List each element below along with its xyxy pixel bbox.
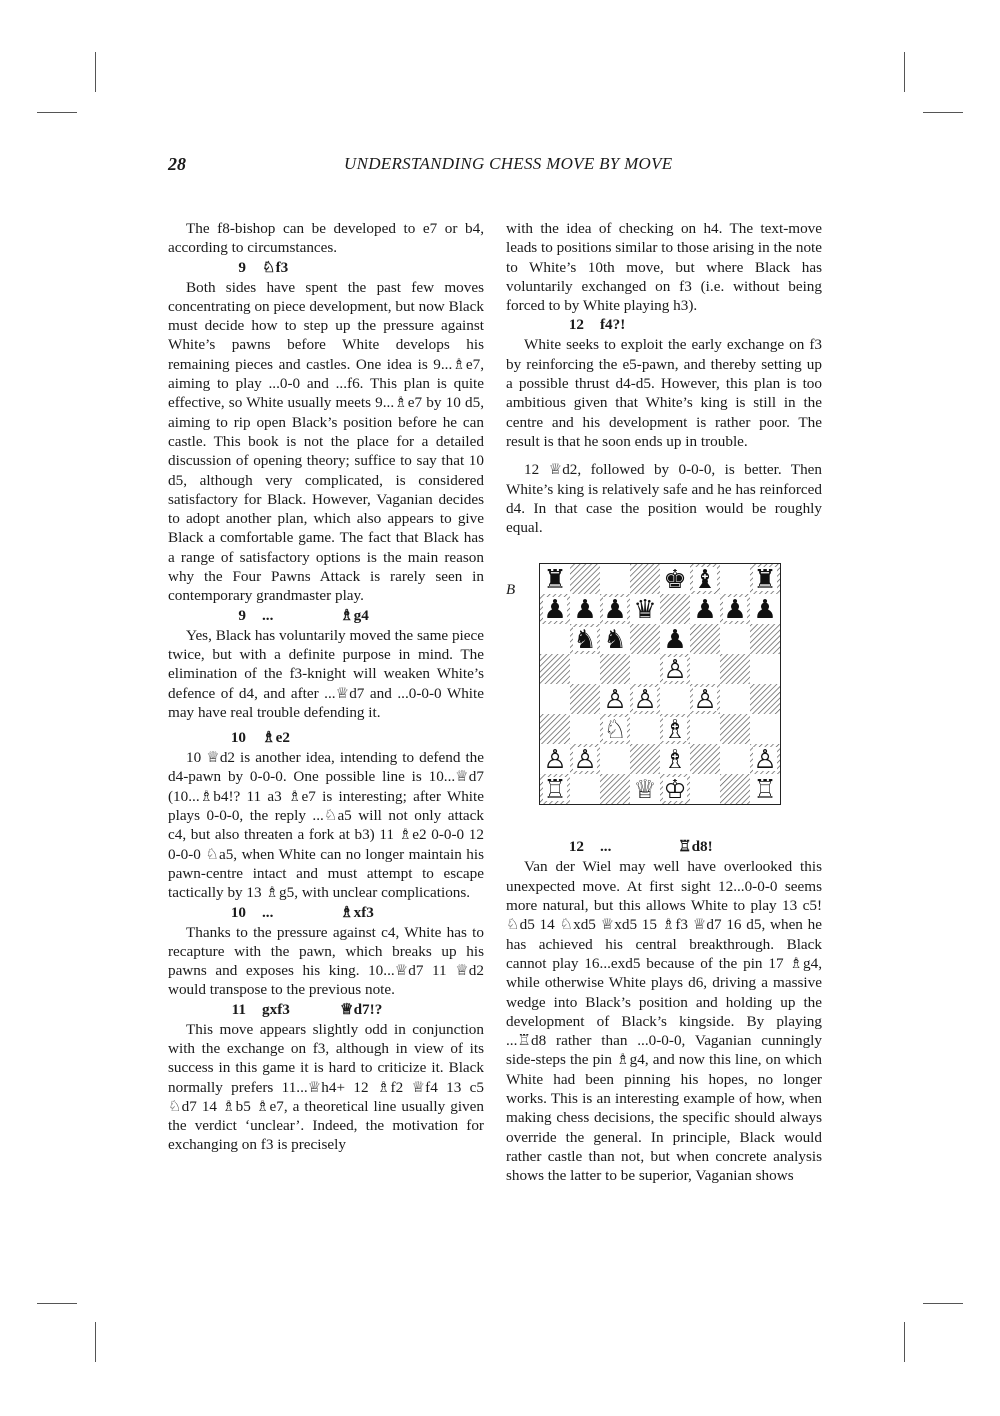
move-line — [168, 1000, 484, 1020]
piece-b7: ♟ — [573, 595, 597, 626]
move-line — [168, 728, 484, 748]
square-c8 — [600, 564, 630, 594]
paragraph: with the idea of checking on h4. The text-move leads to positions similar to those arising in the note to White’s 10th move, but where Black has voluntarily exchanged on f3 (i.e. without being forced to by White playing h3). — [506, 220, 822, 315]
square-c2 — [600, 744, 630, 774]
paragraph: White seeks to exploit the early exchange on f3 by reinforcing the e5-pawn, and thereby setting up a possible thrust d4-d5. However, this plan is too ambitious given that White’s king is still in the centre and his development is rather poor. The result is that he soon ends up in trouble. — [506, 336, 822, 450]
square-c5 — [600, 654, 630, 684]
chess-diagram — [506, 537, 822, 837]
crop-mark — [904, 52, 905, 92]
piece-e3: ♗ — [663, 715, 687, 746]
square-g8 — [720, 564, 750, 594]
piece-a7: ♟ — [543, 595, 567, 626]
running-title: UNDERSTANDING CHESS MOVE BY MOVE — [344, 154, 673, 173]
white-move: ♗e2 — [262, 729, 290, 747]
square-b8 — [570, 564, 600, 594]
move-number: 10 — [230, 729, 246, 747]
paragraph: Yes, Black has voluntarily moved the same piece twice, but with a definite purpose in mind. The elimination of the f3-knight will weaken White’s defence of d4, and after ...♕d7 and ...0-0-0 White may have real trouble defending it. — [168, 626, 484, 721]
piece-f7: ♟ — [693, 595, 717, 626]
piece-d4: ♙ — [633, 685, 657, 716]
square-f3 — [690, 714, 720, 744]
move-number: 12 — [568, 316, 584, 334]
piece-f4: ♙ — [693, 685, 717, 716]
square-d8 — [630, 564, 660, 594]
piece-e8: ♚ — [663, 565, 687, 596]
white-move: ... — [262, 606, 274, 624]
square-b5 — [570, 654, 600, 684]
square-f1 — [690, 774, 720, 804]
square-a4 — [540, 684, 570, 714]
move-line — [168, 606, 484, 626]
piece-c3: ♘ — [603, 715, 627, 746]
paragraph: Van der Wiel may well have overlooked this unexpected move. At first sight 12...0-0-0 seems more natural, but this allows White to play 13 c5! ♘d5 14 ♘xd5 ♕xd5 15 ♗f3 ♕d7 16 d5, when he has achieved his central breakthrough. Black cannot play 16...exd5 because of the pin 17 ♗g4, while otherwise White plays d6, driving a massive wedge into Black’s position and holding up the development of Black’s kingside. By playing ...♖d8 rather than ...0-0-0, Vaganian cunningly side-steps the pin ♗g4, and now this line, on which White had been pinning his hopes, no longer works. This is an interesting example of how, when making chess decisions, the specific should always override the general. In principle, Black would rather castle than not, but when concrete analysis shows the latter to be superior, Vaganian shows — [506, 858, 822, 1185]
move-number: 9 — [238, 606, 246, 624]
white-move: ... — [262, 903, 274, 921]
square-f2 — [690, 744, 720, 774]
square-e4 — [660, 684, 690, 714]
piece-c4: ♙ — [603, 685, 627, 716]
crop-mark — [923, 1303, 963, 1304]
square-d6 — [630, 624, 660, 654]
chess-board — [539, 563, 781, 805]
side-to-move: B — [506, 582, 516, 599]
piece-h2: ♙ — [753, 745, 777, 776]
paragraph: The f8-bishop can be developed to e7 or b4, according to circumstances. — [168, 220, 484, 257]
move-number: 12 — [568, 838, 584, 856]
square-a6 — [540, 624, 570, 654]
white-move: gxf3 — [262, 1000, 290, 1018]
move-line — [168, 258, 484, 278]
square-f6 — [690, 624, 720, 654]
move-number: 9 — [238, 258, 246, 276]
square-a3 — [540, 714, 570, 744]
chess-board-svg — [540, 564, 780, 804]
black-move: ♗g4 — [340, 606, 369, 624]
black-move: ♗xf3 — [340, 903, 374, 921]
square-d5 — [630, 654, 660, 684]
black-move: ♕d7!? — [340, 1000, 383, 1018]
square-h4 — [750, 684, 780, 714]
page-number: 28 — [168, 154, 186, 174]
square-h3 — [750, 714, 780, 744]
piece-a1: ♖ — [543, 775, 567, 805]
square-g1 — [720, 774, 750, 804]
square-d2 — [630, 744, 660, 774]
square-g4 — [720, 684, 750, 714]
square-g6 — [720, 624, 750, 654]
square-b3 — [570, 714, 600, 744]
paragraph: Thanks to the pressure against c4, White has to recapture with the pawn, which breaks up his pawns and exposes his king. 10...♕d7 11 ♕d2 would transpose to the previous note. — [168, 923, 484, 999]
square-g5 — [720, 654, 750, 684]
white-move: ... — [600, 838, 612, 856]
page-header — [168, 154, 822, 178]
piece-g7: ♟ — [723, 595, 747, 626]
piece-c6: ♞ — [603, 625, 627, 656]
piece-e6: ♟ — [663, 625, 687, 656]
crop-mark — [37, 1303, 77, 1304]
piece-d1: ♕ — [633, 775, 657, 805]
piece-b6: ♞ — [573, 625, 597, 656]
piece-e5: ♙ — [663, 655, 687, 686]
move-line — [506, 837, 822, 857]
square-h6 — [750, 624, 780, 654]
piece-h1: ♖ — [753, 775, 777, 805]
square-c1 — [600, 774, 630, 804]
move-number: 10 — [230, 903, 246, 921]
move-line — [168, 903, 484, 923]
crop-mark — [904, 1322, 905, 1362]
piece-e2: ♗ — [663, 745, 687, 776]
square-h5 — [750, 654, 780, 684]
black-move: ♖d8! — [678, 838, 713, 856]
piece-e1: ♔ — [663, 775, 687, 805]
square-f5 — [690, 654, 720, 684]
square-b1 — [570, 774, 600, 804]
crop-mark — [95, 52, 96, 92]
square-a5 — [540, 654, 570, 684]
square-e7 — [660, 594, 690, 624]
piece-d7: ♛ — [633, 595, 657, 626]
move-number: 11 — [231, 1000, 246, 1018]
piece-c7: ♟ — [603, 595, 627, 626]
square-b4 — [570, 684, 600, 714]
piece-h7: ♟ — [753, 595, 777, 626]
paragraph: Both sides have spent the past few moves concentrating on piece development, but now Black must decide how to step up the pressure against White’s pawns before White develops his remaining pieces and castles. One idea is 9...♗e7, aiming to play ...0-0 and ...f6. This plan is quite effective, so White usually meets 9...♗e7 by 10 d5, aiming to rip open Black’s position before he can castle. This book is not the place for a detailed discussion of opening theory; suffice to say that 10 d5, although very complicated, is considered satisfactory for Black. However, Vaganian decides to adopt another plan, which also appears to give Black a comfortable game. The fact that Black has a range of satisfactory options is the main reason why the Four Pawns Attack is rarely seen in contemporary grandmaster play. — [168, 278, 484, 605]
white-move: ♘f3 — [262, 258, 289, 276]
paragraph: 10 ♕d2 is another idea, intending to defend the d4-pawn by 0-0-0. One possible line is 10...♕d7 (10...♗b4!? 11 a3 ♗e7 is interesting; after White plays 0-0-0, the reply ...♘a5 will not only attack c4, but also threaten a fork at b3) 11 ♗e2 0-0-0 12 0-0-0 ♘a5, when White can no longer maintain his pawn-centre intact and must attempt to escape tactically by 13 ♗g5, with unclear complications. — [168, 749, 484, 902]
move-line — [506, 315, 822, 335]
crop-mark — [95, 1322, 96, 1362]
piece-f8: ♝ — [693, 565, 717, 596]
white-move: f4?! — [600, 316, 626, 334]
paragraph: This move appears slightly odd in conjunction with the exchange on f3, although in view of its success in this game it is hard to criticize it. Black normally prefers 11...♕h4+ 12 ♗f2 ♕f4 13 c5 ♘d7 14 ♗b5 ♗e7, a theoretical line usually given the verdict ‘unclear’. Indeed, the motivation for exchanging on f3 is precisely — [168, 1020, 484, 1154]
right-column — [506, 219, 822, 1186]
piece-b2: ♙ — [573, 745, 597, 776]
paragraph: 12 ♕d2, followed by 0-0-0, is better. Then White’s king is relatively safe and he has reinforced d4. In that case the position would be roughly equal. — [506, 461, 822, 537]
piece-h8: ♜ — [753, 565, 777, 596]
crop-mark — [923, 112, 963, 113]
square-g2 — [720, 744, 750, 774]
piece-a8: ♜ — [543, 565, 567, 596]
crop-mark — [37, 112, 77, 113]
left-column — [168, 219, 484, 1155]
piece-a2: ♙ — [543, 745, 567, 776]
square-g3 — [720, 714, 750, 744]
square-d3 — [630, 714, 660, 744]
